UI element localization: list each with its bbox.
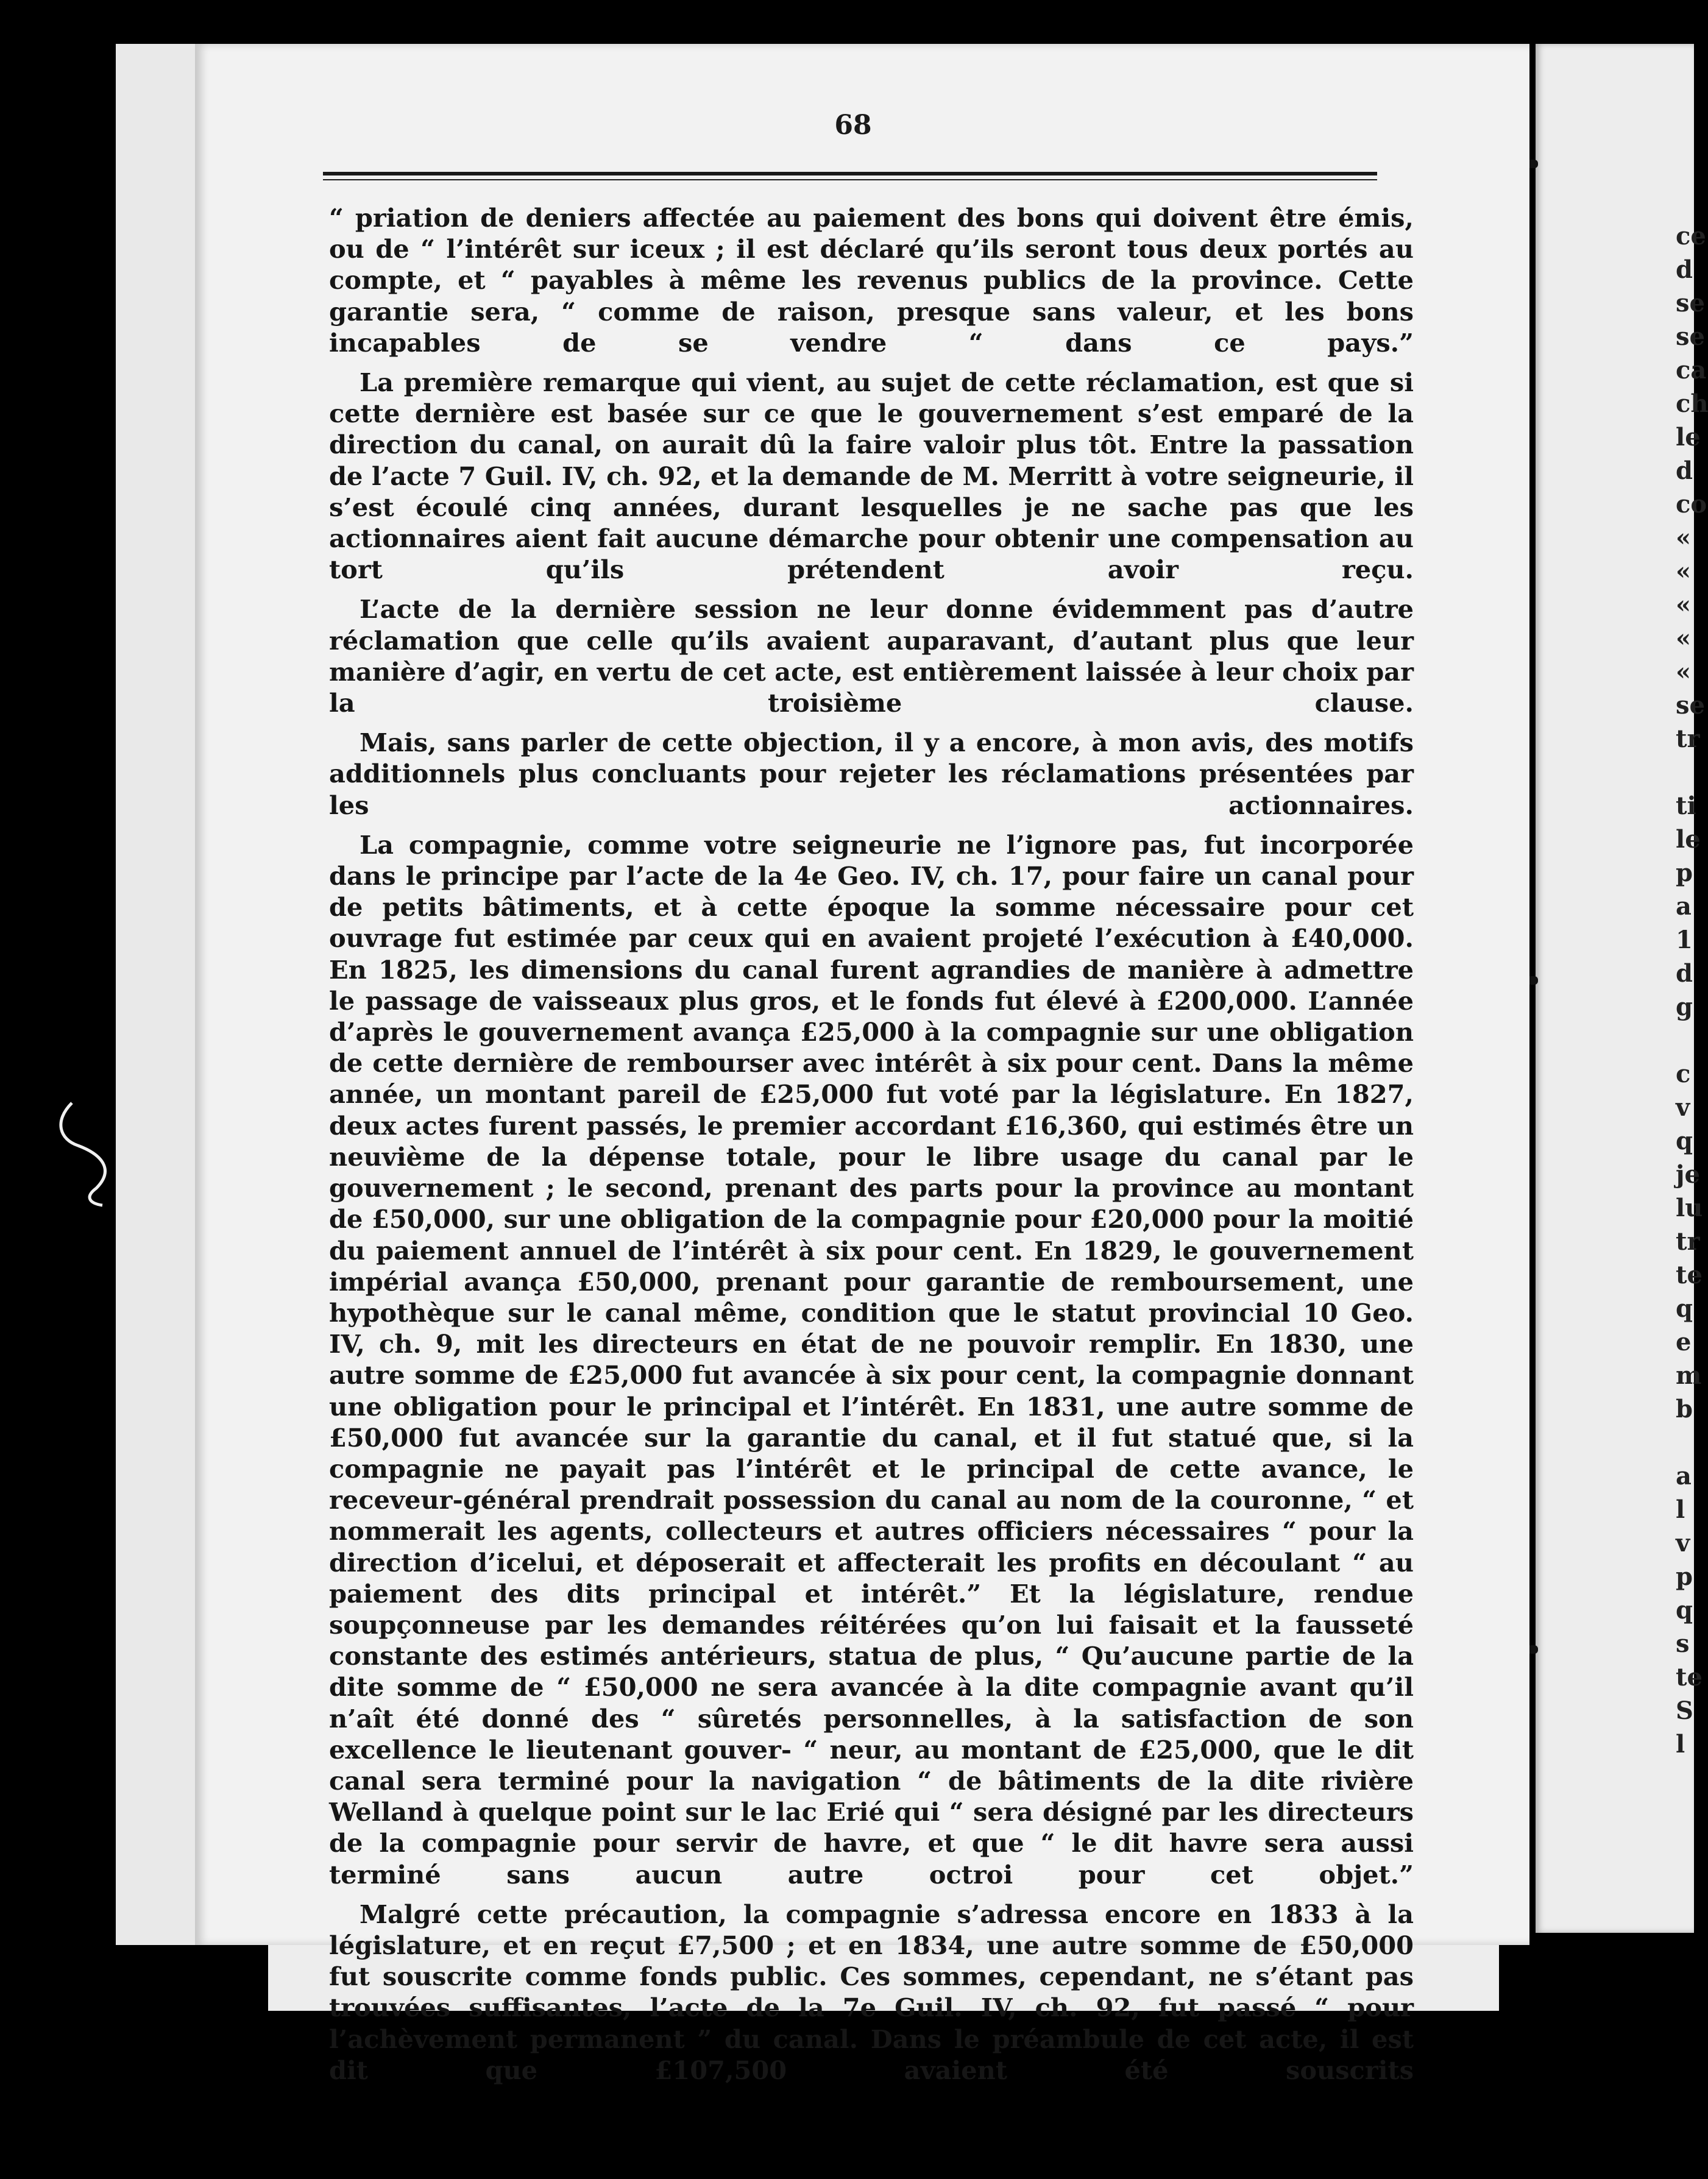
facing-page-fragment: se	[1676, 691, 1705, 720]
page-number: 68	[834, 110, 872, 141]
facing-page-fragment: «	[1676, 624, 1691, 653]
facing-page-fragment: «	[1676, 590, 1691, 619]
facing-page-fragment: tr	[1676, 725, 1700, 753]
facing-page-fragment: q	[1676, 1127, 1693, 1155]
facing-page-fragment: ca	[1676, 356, 1707, 384]
facing-page-fragment: co	[1676, 490, 1707, 519]
facing-page-fragment: l	[1676, 1495, 1685, 1524]
facing-page-fragment: le	[1676, 825, 1701, 854]
facing-page-fragment: p	[1676, 859, 1693, 887]
paragraph: La compagnie, comme votre seigneurie ne l’ignore pas, fut incorporée dans le principe par l’acte de la 4e Geo. IV, ch. 17, pour faire un canal pour de petits bâtiments, et à cette époque la somme nécessaire pour cet ouvrage fut estimée par ceux qui en avaient projeté l’exécution à £40,000. En 1825, les dimensions du canal furent agrandies de manière à admettre le passage de vaisseaux plus gros, et le fonds fut élevé à £200,000. L’année d’après le gouvernement avança £25,000 à la compagnie sur une obligation de cette dernière de rembourser avec intérêt à six pour cent. Dans la même année, un montant pareil de £25,000 fut voté par la législature. En 1827, deux actes furent passés, le premier accordant £16,360, qui estimés être un neuvième de la dépense totale, pour le libre usage du canal par le gouvernement ; le second, prenant des parts pour la province au montant de £50,000, sur une obligation de la compagnie pour £20,000 pour la moitié du paiement annuel de l’intérêt à six pour cent. En 1829, le gouvernement impérial avança £50,000, prenant pour garantie de remboursement, une hypothèque sur le canal même, condition que le statut provincial 10 Geo. IV, ch. 9, mit les directeurs en état de ne pouvoir remplir. En 1830, une autre somme de £25,000 fut avancée à six pour cent, la compagnie donnant une obligation pour le principal et l’intérêt. En 1831, une autre somme de £50,000 fut avancée sur la garantie du canal, et il fut statué que, si la compagnie ne payait pas l’intérêt et le principal de cette avance, le receveur-général prendrait possession du canal au nom de la couronne, “ et nommerait les agents, collecteurs et autres officiers nécessaires “ pour la direction d’icelui, et déposerait et affecterait les profits en découlant “ au paiement des dits principal et intérêt.” Et la législature, rendue soupçonneuse par les demandes réitérées qu’on lui faisait et la fausseté constante des estimés antérieurs, statua de plus, “ Qu’aucune partie de la dite somme de “ £50,000 ne sera avancée à la dite compagnie avant qu’il n’aît été donné des “ sûretés personnelles, à la satisfaction de son excellence le lieutenant gouver- “ neur, au montant de £25,000, que le dit canal sera terminé pour la navigation “ de bâtiments de la dite rivière Welland à quelque point sur le lac Erié qui “ sera désigné par les directeurs de la compagnie pour servir de havre, et que “ le dit havre sera aussi terminé sans aucun autre octroi pour cet objet.”	[329, 829, 1414, 1890]
facing-page-fragment: v	[1676, 1529, 1690, 1557]
paragraph: “ priation de deniers affectée au paiement des bons qui doivent être émis, ou de “ l’intérêt sur iceux ; il est déclaré qu’ils seront tous deux portés au compte, et “ payables à même les revenus publics de la province. Cette garantie sera, “ comme de raison, presque sans valeur, et les bons incapables de se vendre “ dans ce pays.”	[329, 203, 1414, 358]
facing-page-edge	[1536, 44, 1708, 1933]
paragraph: Mais, sans parler de cette objection, il y a encore, à mon avis, des motifs additionnels plus concluants pour rejeter les réclamations présentées par les actionnaires.	[329, 728, 1414, 820]
facing-page-fragment: tr	[1676, 1227, 1700, 1256]
facing-page-fragment: ce	[1676, 222, 1706, 250]
facing-page-fragment: m	[1676, 1361, 1702, 1390]
facing-page-fragment: «	[1676, 523, 1691, 552]
facing-page-fragment: s	[1676, 1629, 1690, 1658]
facing-page-fragment: S	[1676, 1696, 1693, 1725]
facing-page-fragment: «	[1676, 557, 1691, 586]
facing-page-fragment: d	[1676, 255, 1693, 284]
facing-page-fragment: 1	[1676, 926, 1693, 954]
facing-page-fragment: ti	[1676, 792, 1696, 820]
facing-page-fragment: se	[1676, 289, 1705, 317]
paragraph: Malgré cette précaution, la compagnie s’adressa encore en 1833 à la législature, et en reçut £7,500 ; et en 1834, une autre somme de £50,000 fut souscrite comme fonds public. Ces sommes, cependant, ne s’étant pas trouvées suffisantes, l’acte de la 7e Guil. IV, ch. 92, fut passé “ pour l’achèvement permanent ” du canal. Dans le préambule de cet acte, il est dit que £107,500 avaient été souscrits	[329, 1899, 1414, 2085]
facing-page-fragment: ch	[1676, 389, 1708, 418]
facing-page-fragment: e	[1676, 1328, 1692, 1356]
facing-page-fragment: te	[1676, 1663, 1703, 1692]
facing-page-fragment: se	[1676, 322, 1705, 351]
facing-page-fragment: le	[1676, 423, 1701, 452]
facing-page-fragment: g	[1676, 993, 1693, 1021]
facing-page-fragment: d	[1676, 959, 1693, 988]
facing-page-fragment: je	[1676, 1160, 1700, 1189]
facing-page-fragment: d	[1676, 456, 1693, 485]
facing-page-fragment: q	[1676, 1294, 1693, 1323]
facing-page-fragment: p	[1676, 1562, 1693, 1591]
body-text	[329, 202, 1414, 2094]
header-rule-thin	[323, 179, 1377, 180]
underlying-sheet	[116, 44, 203, 1945]
thread-squiggle	[48, 1097, 133, 1206]
facing-page-fragment: l	[1676, 1730, 1685, 1759]
paragraph: La première remarque qui vient, au sujet de cette réclamation, est que si cette dernière est basée sur ce que le gouvernement s’est emparé de la direction du canal, on aurait dû la faire valoir plus tôt. Entre la passation de l’acte 7 Guil. IV, ch. 92, et la demande de M. Merritt à votre seigneurie, il s’est écoulé cinq années, durant lesquelles je ne sache pas que les actionnaires aient fait aucune démarche pour obtenir une compensation au tort qu’ils prétendent avoir reçu.	[329, 367, 1414, 585]
facing-page-fragment: b	[1676, 1395, 1693, 1423]
facing-page-fragment: «	[1676, 657, 1691, 686]
facing-page-fragment: v	[1676, 1093, 1690, 1122]
facing-page-fragment: te	[1676, 1261, 1703, 1289]
header-rule	[323, 172, 1377, 175]
facing-page-fragment: lu	[1676, 1194, 1703, 1222]
facing-page-fragment: q	[1676, 1596, 1693, 1625]
facing-page-fragment: a	[1676, 1462, 1692, 1490]
facing-page-fragment: a	[1676, 892, 1692, 921]
paragraph: L’acte de la dernière session ne leur donne évidemment pas d’autre réclamation que celle qu’ils avaient auparavant, d’autant plus que leur manière d’agir, en vertu de cet acte, est entièrement laissée à leur choix par la troisième clause.	[329, 594, 1414, 718]
facing-page-fragment: c	[1676, 1060, 1691, 1088]
